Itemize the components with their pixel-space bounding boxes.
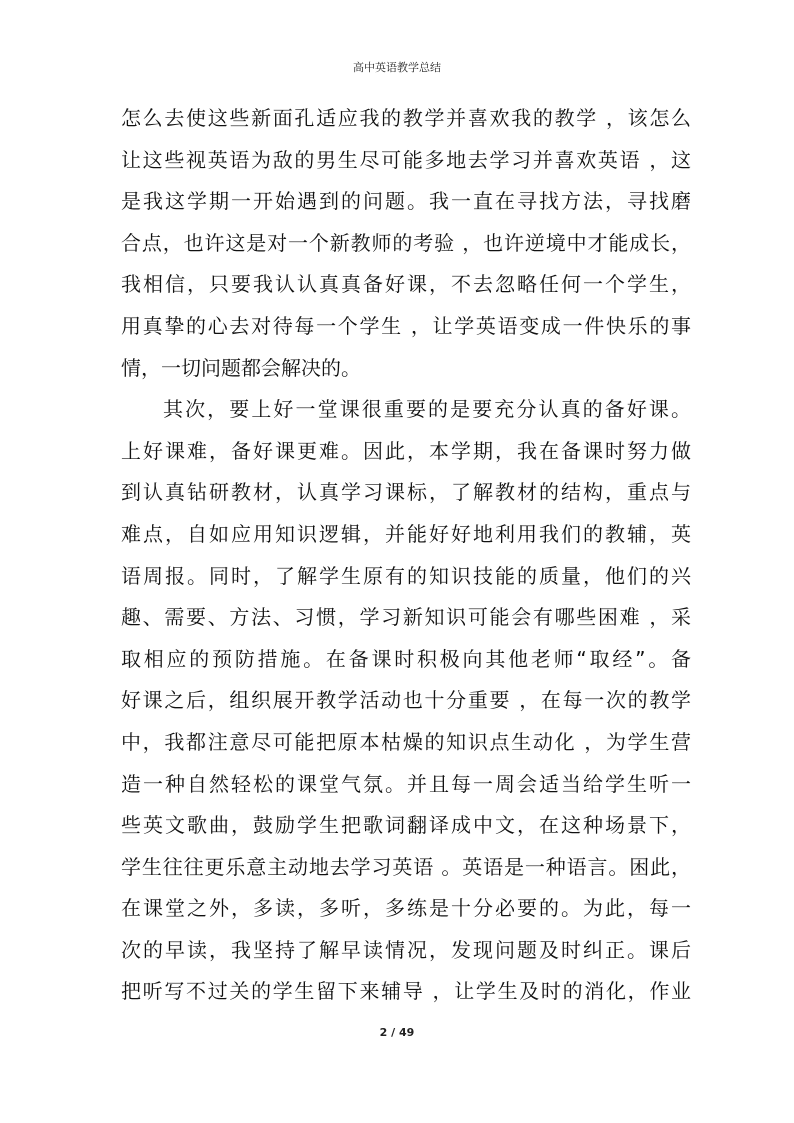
text-line: 难点，自如应用知识逻辑，并能好好地利用我们的教辅，英 (121, 521, 691, 546)
text-line: 是我这学期一开始遇到的问题。我一直在寻找方法，寻找磨 (121, 189, 691, 214)
text-line: 趣、需要、方法、习惯，学习新知识可能会有哪些困难 ，采 (121, 605, 691, 630)
text-line: 在课堂之外，多读，多听，多练是十分必要的。为此，每一 (121, 896, 691, 921)
text-line: 些英文歌曲，鼓励学生把歌词翻译成中文，在这种场景下， (121, 813, 691, 838)
page-header-title: 高中英语教学总结 (353, 61, 441, 74)
paragraph-first-line: 其次，要上好一堂课很重要的是要充分认真的备好课。 (163, 397, 691, 422)
text-line: 到认真钻研教材，认真学习课标，了解教材的结构，重点与 (121, 480, 691, 505)
text-line: 次的早读，我坚持了解早读情况，发现问题及时纠正。课后 (121, 937, 691, 962)
text-line: 我相信，只要我认认真真备好课，不去忽略任何一个学生， (121, 272, 691, 297)
text-line: 学生往往更乐意主动地去学习英语 。英语是一种语言。困此， (121, 854, 691, 879)
text-line: 情，一切问题都会解决的。 (121, 355, 361, 380)
text-line: 把听写不过关的学生留下来辅导 ，让学生及时的消化，作业 (121, 979, 691, 1004)
text-line: 怎么去使这些新面孔适应我的教学并喜欢我的教学 ，该怎么 (121, 106, 691, 130)
text-line: 取相应的预防措施。在备课时积极向其他老师“取经”。备 (121, 646, 691, 671)
page-number: 2 / 49 (379, 1026, 415, 1039)
document-body (121, 98, 691, 1013)
text-line: 好课之后，组织展开教学活动也十分重要 ，在每一次的教学 (121, 688, 691, 713)
text-line: 合点，也许这是对一个新教师的考验 ，也许逆境中才能成长， (121, 230, 691, 255)
text-line: 上好课难，备好课更难。因此，本学期，我在备课时努力做 (121, 438, 691, 463)
text-line: 让这些视英语为敌的男生尽可能多地去学习并喜欢英语 ，这 (121, 147, 691, 172)
text-line: 中，我都注意尽可能把原本枯燥的知识点生动化 ，为学生营 (121, 729, 691, 754)
text-line: 造一种自然轻松的课堂气氛。并且每一周会适当给学生听一 (121, 771, 691, 796)
text-line: 语周报。同时，了解学生原有的知识技能的质量，他们的兴 (121, 563, 691, 588)
text-line: 用真挚的心去对待每一个学生 ，让学英语变成一件快乐的事 (121, 313, 691, 338)
